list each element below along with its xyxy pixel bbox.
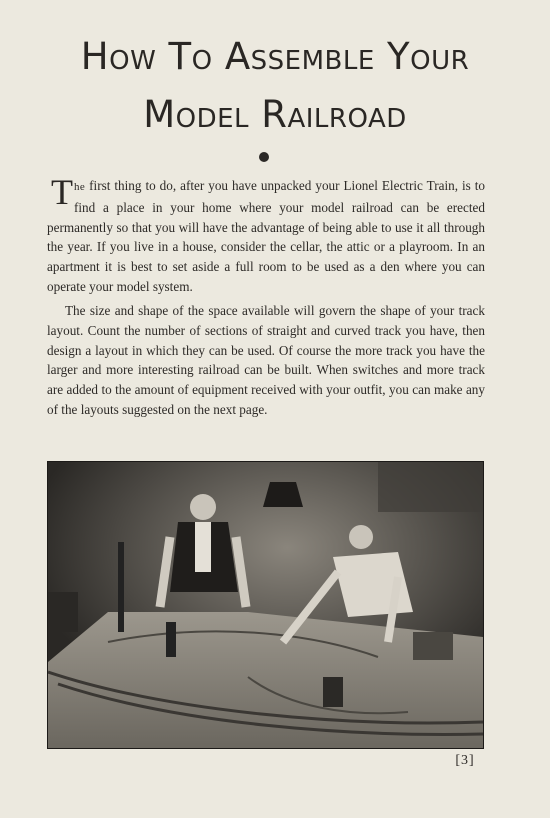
page-title-line-2: Model Railroad [143,93,407,136]
body-paragraph-2: The size and shape of the space available will govern the shape of your track layout. Count the number of sections of straight and curved track you have, then design a layout in which they can be used. Of course the more track you have the larger and more interesting railroad can be built. When switches and more track are added to the amount of equipment received with your outfit, you can make any of the layouts suggested on the next page. [47,303,485,417]
drop-cap-lead: he [74,181,86,193]
drop-cap: T [51,172,73,212]
paragraph-1-text: first thing to do, after you have unpacked your Lionel Electric Train, is to find a place in your home where your model railroad can be erected permanently so that you will have the advantage of being able to use it all through the year. If you live in a house, consider the cellar, the attic or a playroom. In an apartment it is best to set aside a full room to be used as a den where you can operate your model system. [47,178,485,294]
page-title-line-1: How To Assemble Your [80,35,470,78]
body-paragraph-1 [47,172,485,297]
ornament-bullet [259,152,269,162]
page-number: [3] [455,753,475,768]
railroad-photograph [47,461,484,749]
